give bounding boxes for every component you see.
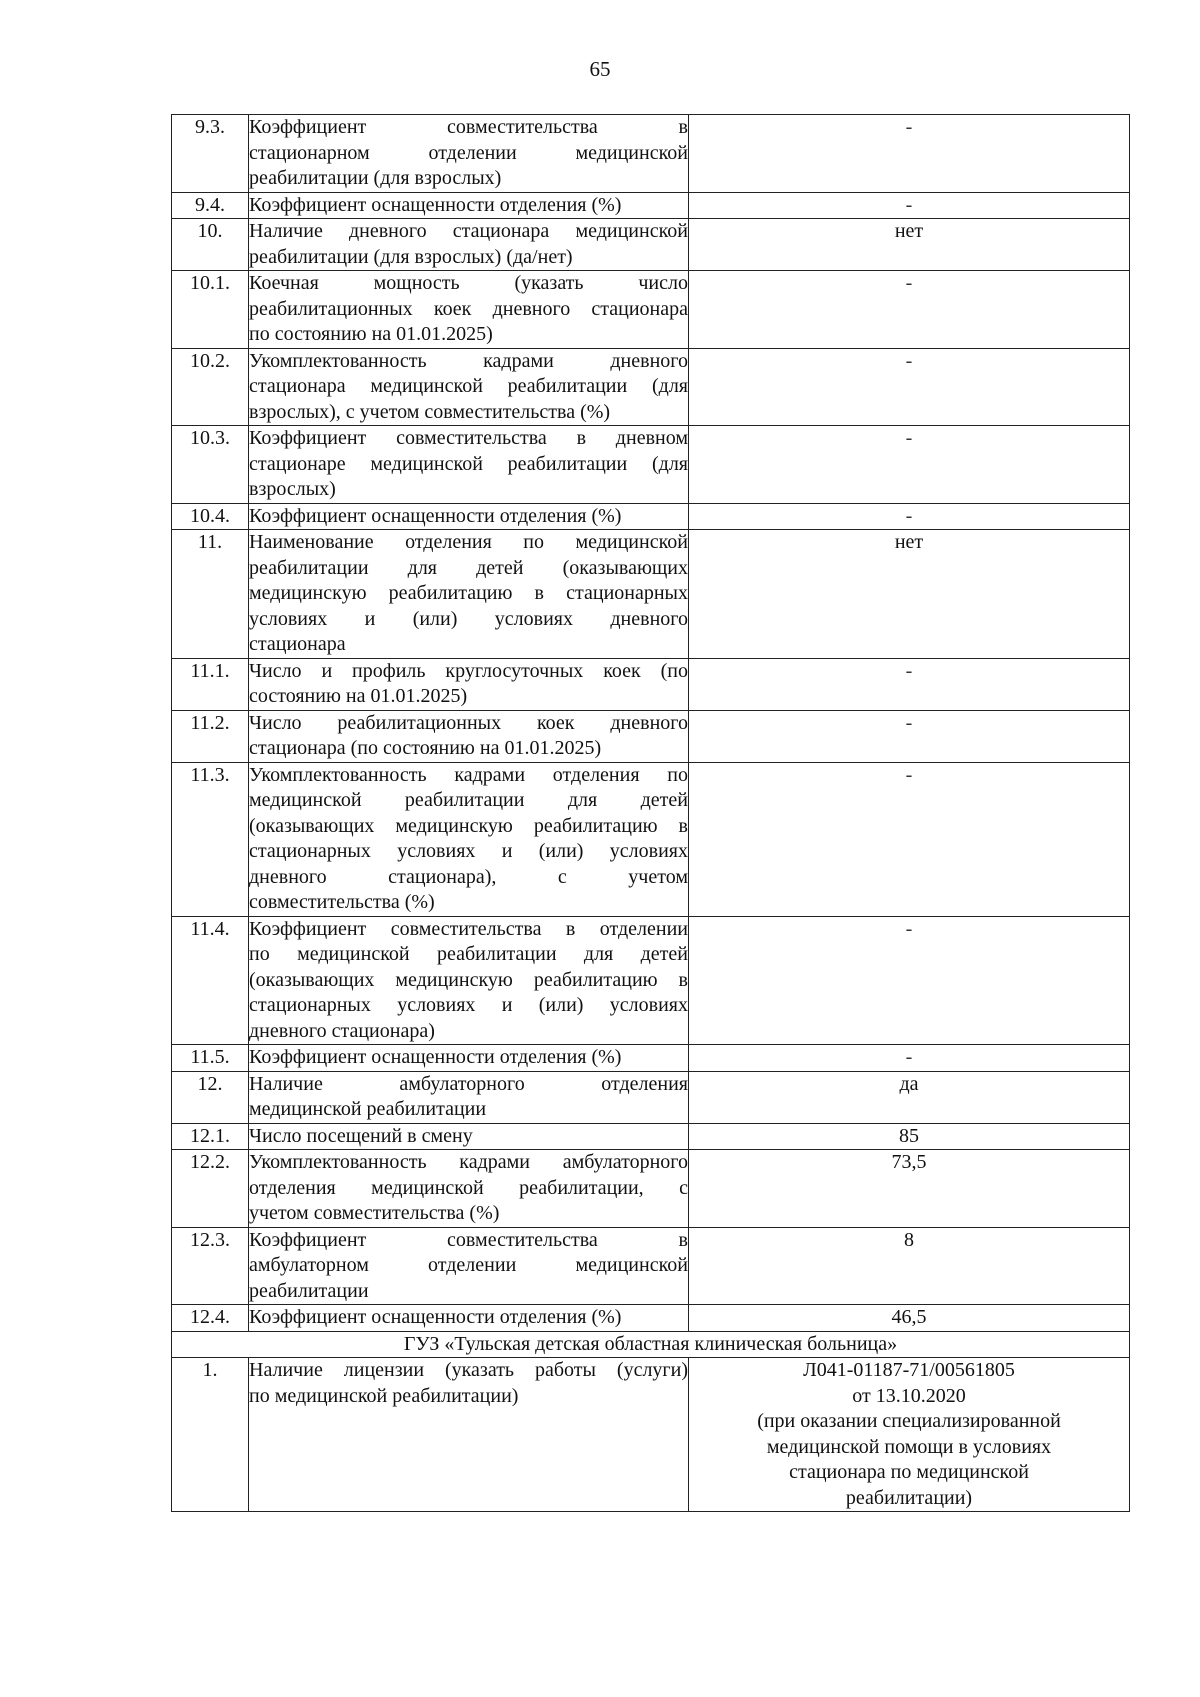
value-text-line: 73,5	[891, 1151, 927, 1173]
indicator-text-line: реабилитации	[249, 1279, 369, 1302]
table-row	[172, 762, 1130, 916]
row-indicator-name	[249, 658, 689, 710]
row-value	[689, 1045, 1130, 1072]
indicator-text-line: Коэффициент оснащенности отделения (%)	[249, 504, 622, 527]
value-text-line: -	[905, 763, 913, 786]
table-body	[172, 115, 1130, 1512]
section-header-row	[172, 1331, 1130, 1358]
row-indicator-name	[249, 1150, 689, 1228]
table-row	[172, 530, 1130, 659]
value-text-line: 46,5	[891, 1306, 927, 1328]
indicator-text-line: по состоянию на 01.01.2025)	[249, 323, 493, 345]
table-row	[172, 1045, 1130, 1072]
row-number: 9.3.	[172, 115, 249, 193]
value-text-line: 85	[899, 1124, 919, 1147]
row-indicator-name	[249, 1305, 689, 1332]
indicator-text-line: взрослых)	[249, 478, 336, 500]
indicator-text-line: стационара медицинской реабилитации (для	[249, 375, 688, 397]
row-indicator-name	[249, 503, 689, 530]
row-number: 11.4.	[172, 916, 249, 1045]
row-value	[689, 710, 1130, 762]
row-indicator-name	[249, 916, 689, 1045]
rehabilitation-table	[171, 114, 1130, 1512]
value-text-line: (при оказании специализированной	[757, 1410, 1061, 1432]
table-row	[172, 916, 1130, 1045]
indicator-text-line: Коэффициент совместительства в	[249, 1228, 688, 1251]
row-number: 11.	[172, 530, 249, 659]
value-text-line: -	[905, 272, 913, 294]
row-value	[689, 1123, 1130, 1150]
row-value	[689, 1071, 1130, 1123]
indicator-text-line: взрослых), с учетом совместительства (%)	[249, 400, 611, 423]
indicator-text-line: дневного стационара), с учетом	[249, 865, 688, 888]
indicator-text-line: Укомплектованность кадрами отделения по	[249, 763, 688, 786]
table-row	[172, 219, 1130, 271]
table-row	[172, 710, 1130, 762]
row-number: 1.	[172, 1358, 249, 1512]
row-number: 12.1.	[172, 1123, 249, 1150]
value-text-line: реабилитации)	[845, 1486, 973, 1509]
table-row	[172, 658, 1130, 710]
table-row	[172, 1227, 1130, 1305]
row-indicator-name	[249, 1123, 689, 1150]
row-indicator-name	[249, 710, 689, 762]
value-text-line: -	[905, 349, 913, 372]
indicator-text-line: (оказывающих медицинскую реабилитацию в	[249, 968, 688, 991]
value-text-line: -	[905, 193, 913, 216]
value-text-line: нет	[894, 531, 924, 553]
row-value	[689, 1150, 1130, 1228]
value-text-line: -	[905, 711, 913, 734]
indicator-text-line: медицинской реабилитации для детей	[249, 789, 688, 811]
row-number: 11.2.	[172, 710, 249, 762]
indicator-text-line: медицинской реабилитации	[249, 1098, 487, 1120]
row-indicator-name	[249, 1045, 689, 1072]
row-value	[689, 916, 1130, 1045]
row-number: 10.	[172, 219, 249, 271]
indicator-text-line: реабилитационных коек дневного стационара	[249, 297, 688, 320]
value-text-line: -	[905, 116, 913, 138]
row-indicator-name	[249, 219, 689, 271]
row-value	[689, 115, 1130, 193]
indicator-text-line: Коэффициент совместительства в дневном	[249, 427, 688, 449]
indicator-text-line: Коэффициент совместительства в отделении	[249, 917, 688, 940]
row-indicator-name	[249, 348, 689, 426]
table-row	[172, 271, 1130, 349]
indicator-text-line: по медицинской реабилитации)	[249, 1384, 519, 1407]
row-value	[689, 503, 1130, 530]
indicator-text-line: состоянию на 01.01.2025)	[249, 685, 468, 707]
row-value	[689, 348, 1130, 426]
indicator-text-line: Число и профиль круглосуточных коек (по	[249, 659, 688, 682]
indicator-text-line: стационарных условиях и (или) условиях	[249, 840, 688, 862]
indicator-text-line: Наличие амбулаторного отделения	[249, 1072, 688, 1095]
row-indicator-name	[249, 762, 689, 916]
indicator-text-line: Наличие дневного стационара медицинской	[249, 220, 688, 242]
row-value	[689, 219, 1130, 271]
row-indicator-name	[249, 271, 689, 349]
indicator-text-line: совместительства (%)	[249, 891, 435, 913]
indicator-text-line: амбулаторном отделении медицинской	[249, 1254, 688, 1276]
table-row	[172, 115, 1130, 193]
row-value	[689, 530, 1130, 659]
indicator-text-line: Наличие лицензии (указать работы (услуги)	[249, 1359, 688, 1381]
value-text-line: Л041-01187-71/00561805	[803, 1359, 1015, 1381]
value-text-line: -	[905, 659, 913, 682]
indicator-text-line: Число реабилитационных коек дневного	[249, 711, 688, 734]
row-number: 10.4.	[172, 503, 249, 530]
indicator-text-line: Коэффициент оснащенности отделения (%)	[249, 1046, 622, 1068]
indicator-text-line: стационарном отделении медицинской	[249, 141, 688, 164]
row-value	[689, 658, 1130, 710]
value-text-line: медицинской помощи в условиях	[766, 1435, 1052, 1458]
indicator-text-line: Укомплектованность кадрами дневного	[249, 349, 688, 372]
row-number: 10.1.	[172, 271, 249, 349]
table-row	[172, 503, 1130, 530]
table-row	[172, 348, 1130, 426]
row-indicator-name	[249, 530, 689, 659]
value-text-line: стационара по медицинской	[789, 1461, 1029, 1483]
indicator-text-line: стационарных условиях и (или) условиях	[249, 994, 688, 1016]
table-row	[172, 1123, 1130, 1150]
indicator-text-line: Наименование отделения по медицинской	[249, 531, 688, 553]
indicator-text-line: дневного стационара)	[249, 1019, 435, 1042]
value-text-line: -	[905, 1046, 913, 1068]
table-row	[172, 1358, 1130, 1512]
row-indicator-name	[249, 1227, 689, 1305]
row-value	[689, 1358, 1130, 1512]
row-number: 12.3.	[172, 1227, 249, 1305]
indicator-text-line: Коечная мощность (указать число	[249, 272, 688, 294]
table-row	[172, 1071, 1130, 1123]
row-number: 12.2.	[172, 1150, 249, 1228]
page-number: 65	[589, 57, 611, 81]
row-value	[689, 1305, 1130, 1332]
row-number: 12.4.	[172, 1305, 249, 1332]
indicator-text-line: учетом совместительства (%)	[249, 1202, 500, 1224]
row-indicator-name	[249, 115, 689, 193]
row-value	[689, 762, 1130, 916]
indicator-text-line: Число посещений в смену	[249, 1124, 473, 1147]
row-number: 12.	[172, 1071, 249, 1123]
table-row	[172, 1150, 1130, 1228]
row-value	[689, 426, 1130, 504]
indicator-text-line: реабилитации (для взрослых) (да/нет)	[249, 245, 573, 268]
value-text-line: -	[905, 917, 913, 940]
value-text-line: нет	[894, 220, 924, 242]
row-indicator-name	[249, 1358, 689, 1512]
indicator-text-line: по медицинской реабилитации для детей	[249, 943, 688, 965]
indicator-text-line: стационара	[249, 633, 346, 655]
value-text-line: от 13.10.2020	[852, 1384, 966, 1407]
value-text-line: -	[905, 427, 913, 449]
row-number: 11.5.	[172, 1045, 249, 1072]
indicator-text-line: Укомплектованность кадрами амбулаторного	[249, 1151, 688, 1173]
section-title: ГУЗ «Тульская детская областная клиническая больница»	[172, 1331, 1130, 1358]
indicator-text-line: стационара (по состоянию на 01.01.2025)	[249, 737, 602, 759]
value-text-line: да	[899, 1072, 919, 1095]
indicator-text-line: условиях и (или) условиях дневного	[249, 607, 688, 630]
row-value	[689, 192, 1130, 219]
indicator-text-line: (оказывающих медицинскую реабилитацию в	[249, 814, 688, 837]
indicator-text-line: Коэффициент оснащенности отделения (%)	[249, 1306, 622, 1328]
indicator-text-line: отделения медицинской реабилитации, с	[249, 1176, 688, 1199]
value-text-line: -	[905, 504, 913, 527]
row-indicator-name	[249, 426, 689, 504]
table-row	[172, 426, 1130, 504]
row-number: 11.1.	[172, 658, 249, 710]
row-indicator-name	[249, 1071, 689, 1123]
indicator-text-line: медицинскую реабилитацию в стационарных	[249, 582, 688, 604]
row-number: 9.4.	[172, 192, 249, 219]
table-row	[172, 192, 1130, 219]
row-number: 11.3.	[172, 762, 249, 916]
row-indicator-name	[249, 192, 689, 219]
indicator-text-line: Коэффициент оснащенности отделения (%)	[249, 193, 622, 216]
indicator-text-line: реабилитации (для взрослых)	[249, 167, 502, 189]
row-number: 10.3.	[172, 426, 249, 504]
indicator-text-line: реабилитации для детей (оказывающих	[249, 556, 688, 579]
row-value	[689, 1227, 1130, 1305]
value-text-line: 8	[904, 1228, 914, 1251]
row-value	[689, 271, 1130, 349]
row-number: 10.2.	[172, 348, 249, 426]
table-row	[172, 1305, 1130, 1332]
indicator-text-line: стационаре медицинской реабилитации (для	[249, 452, 688, 475]
indicator-text-line: Коэффициент совместительства в	[249, 116, 688, 138]
